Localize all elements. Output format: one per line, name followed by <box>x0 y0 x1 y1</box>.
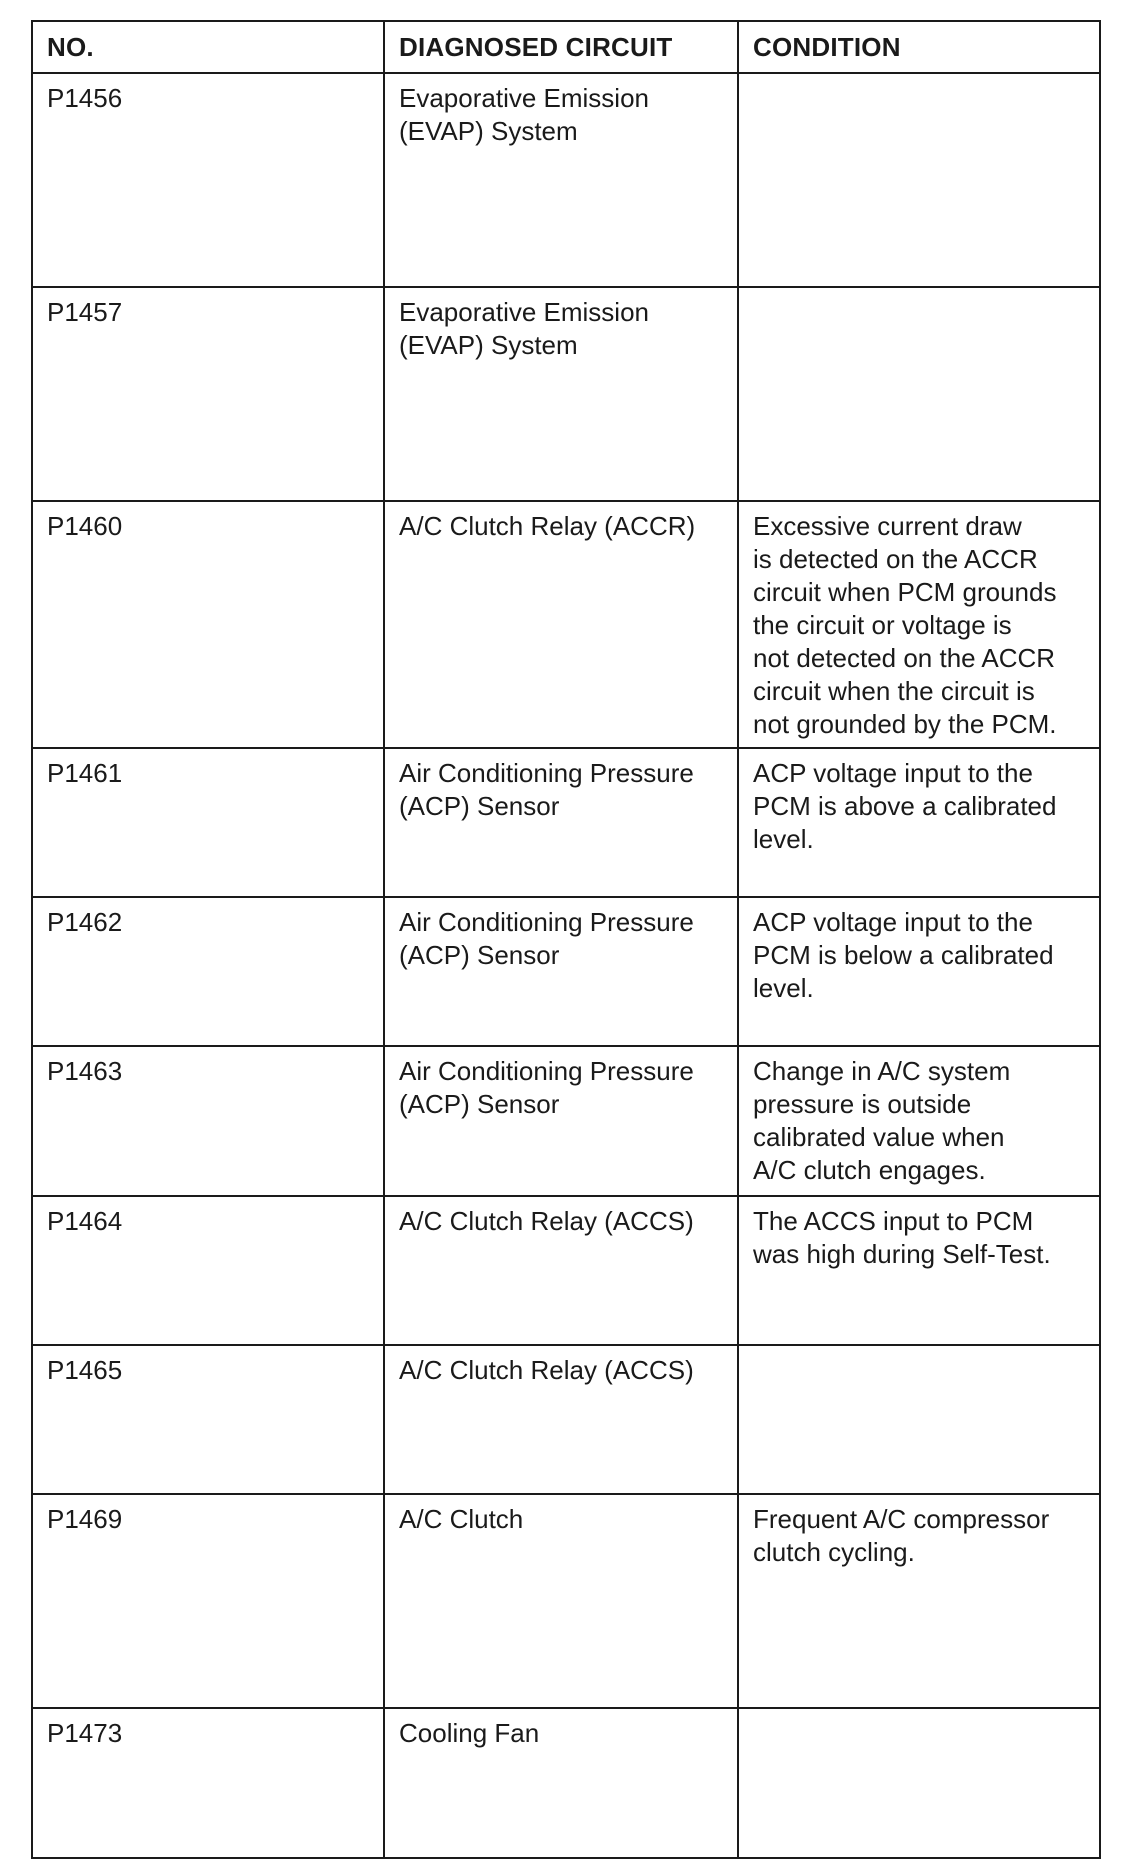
table-row <box>32 897 1100 1046</box>
condition-text: ACP voltage input to the PCM is below a calibrated level. <box>753 907 1054 1003</box>
table-row <box>32 1494 1100 1708</box>
cell-no <box>32 1046 384 1196</box>
cell-condition <box>738 1046 1100 1196</box>
code-text: P1473 <box>47 1718 123 1748</box>
code-text: P1456 <box>47 83 123 113</box>
cell-circuit <box>384 1345 738 1494</box>
table-row <box>32 287 1100 501</box>
cell-no <box>32 73 384 287</box>
cell-circuit <box>384 897 738 1046</box>
code-text: P1461 <box>47 758 123 788</box>
cell-circuit <box>384 748 738 897</box>
cell-condition <box>738 897 1100 1046</box>
code-text: P1457 <box>47 297 123 327</box>
table-row <box>32 501 1100 748</box>
circuit-text: Air Conditioning Pressure (ACP) Sensor <box>399 758 694 821</box>
table-row <box>32 1345 1100 1494</box>
circuit-text: Cooling Fan <box>399 1718 540 1748</box>
code-text: P1469 <box>47 1504 123 1534</box>
cell-circuit <box>384 1494 738 1708</box>
code-text: P1462 <box>47 907 123 937</box>
cell-circuit <box>384 1708 738 1858</box>
condition-text: ACP voltage input to the PCM is above a calibrated level. <box>753 758 1057 854</box>
code-text: P1465 <box>47 1355 123 1385</box>
table-header-row <box>32 21 1100 73</box>
cell-circuit <box>384 1196 738 1345</box>
cell-circuit <box>384 501 738 748</box>
header-condition: CONDITION <box>738 21 1100 73</box>
condition-text: Change in A/C system pressure is outside calibrated value when A/C clutch engages. <box>753 1056 1011 1185</box>
table-row <box>32 1046 1100 1196</box>
cell-no <box>32 1196 384 1345</box>
table-row <box>32 1196 1100 1345</box>
condition-text: Excessive current draw is detected on the ACCR circuit when PCM grounds the circuit or voltage is not detected on the ACCR circuit when the circuit is not grounded by the PCM. <box>753 511 1057 739</box>
table-row <box>32 1708 1100 1858</box>
circuit-text: A/C Clutch Relay (ACCS) <box>399 1206 694 1236</box>
cell-no <box>32 1494 384 1708</box>
header-no: NO. <box>32 21 384 73</box>
circuit-text: A/C Clutch Relay (ACCS) <box>399 1355 694 1385</box>
cell-condition <box>738 1196 1100 1345</box>
cell-no <box>32 501 384 748</box>
cell-no <box>32 1708 384 1858</box>
cell-no <box>32 748 384 897</box>
cell-circuit <box>384 1046 738 1196</box>
cell-condition <box>738 1708 1100 1858</box>
dtc-table <box>31 20 1101 1859</box>
cell-no <box>32 1345 384 1494</box>
code-text: P1460 <box>47 511 123 541</box>
cell-condition <box>738 1345 1100 1494</box>
cell-no <box>32 287 384 501</box>
code-text: P1464 <box>47 1206 123 1236</box>
header-diagnosed-circuit: DIAGNOSED CIRCUIT <box>384 21 738 73</box>
cell-condition <box>738 501 1100 748</box>
circuit-text: A/C Clutch Relay (ACCR) <box>399 511 696 541</box>
cell-condition <box>738 73 1100 287</box>
circuit-text: Air Conditioning Pressure (ACP) Sensor <box>399 1056 694 1119</box>
table-row <box>32 748 1100 897</box>
cell-circuit <box>384 73 738 287</box>
condition-text: Frequent A/C compressor clutch cycling. <box>753 1504 1050 1567</box>
cell-condition <box>738 287 1100 501</box>
circuit-text: A/C Clutch <box>399 1504 524 1534</box>
circuit-text: Evaporative Emission (EVAP) System <box>399 297 649 360</box>
cell-condition <box>738 748 1100 897</box>
table-row <box>32 73 1100 287</box>
circuit-text: Evaporative Emission (EVAP) System <box>399 83 649 146</box>
cell-no <box>32 897 384 1046</box>
cell-circuit <box>384 287 738 501</box>
cell-condition <box>738 1494 1100 1708</box>
circuit-text: Air Conditioning Pressure (ACP) Sensor <box>399 907 694 970</box>
condition-text: The ACCS input to PCM was high during Self-Test. <box>753 1206 1051 1269</box>
code-text: P1463 <box>47 1056 123 1086</box>
